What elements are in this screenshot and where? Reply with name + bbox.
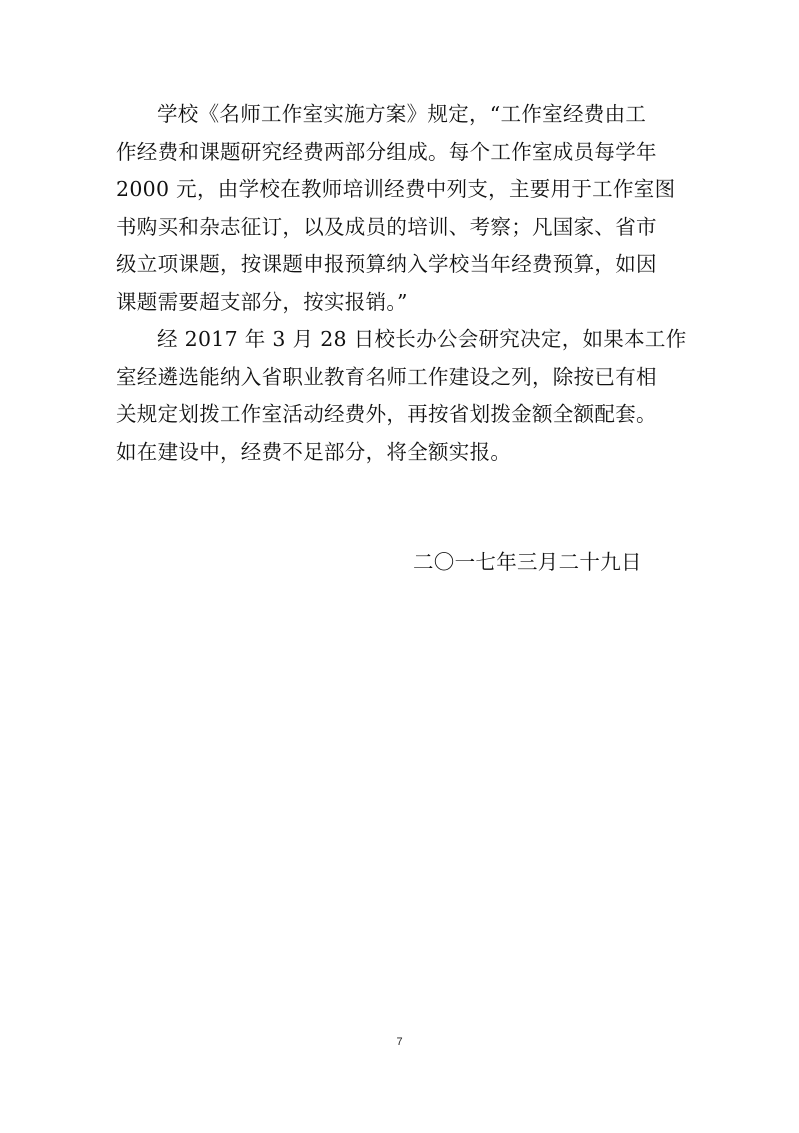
paragraph-funding-regulation — [116, 96, 696, 321]
paragraph-line: 级立项课题，按课题申报预算纳入学校当年经费预算，如因 — [116, 252, 657, 276]
paragraph-line: 室经遴选能纳入省职业教育名师工作建设之列，除按已有相 — [116, 364, 657, 389]
paragraph-meeting-decision — [116, 321, 696, 471]
paragraph-line: 2000 元，由学校在教师培训经费中列支，主要用于工作室图 — [116, 177, 676, 201]
page-number: 7 — [396, 1036, 403, 1048]
paragraph-line: 学校《名师工作室实施方案》规定，“工作室经费由工 — [157, 102, 647, 126]
document-body — [116, 96, 696, 471]
paragraph-line: 作经费和课题研究经费两部分组成。每个工作室成员每学年 — [116, 139, 657, 164]
paragraph-line: 经 2017 年 3 月 28 日校长办公会研究决定，如果本工作 — [157, 327, 687, 351]
document-date: 二〇一七年三月二十九日 — [413, 550, 642, 574]
paragraph-line: 课题需要超支部分，按实报销。” — [116, 289, 408, 314]
paragraph-line: 书购买和杂志征订，以及成员的培训、考察；凡国家、省市 — [116, 214, 657, 239]
paragraph-line: 如在建设中，经费不足部分，将全额实报。 — [116, 439, 512, 464]
paragraph-line: 关规定划拨工作室活动经费外，再按省划拨金额全额配套。 — [116, 402, 657, 426]
